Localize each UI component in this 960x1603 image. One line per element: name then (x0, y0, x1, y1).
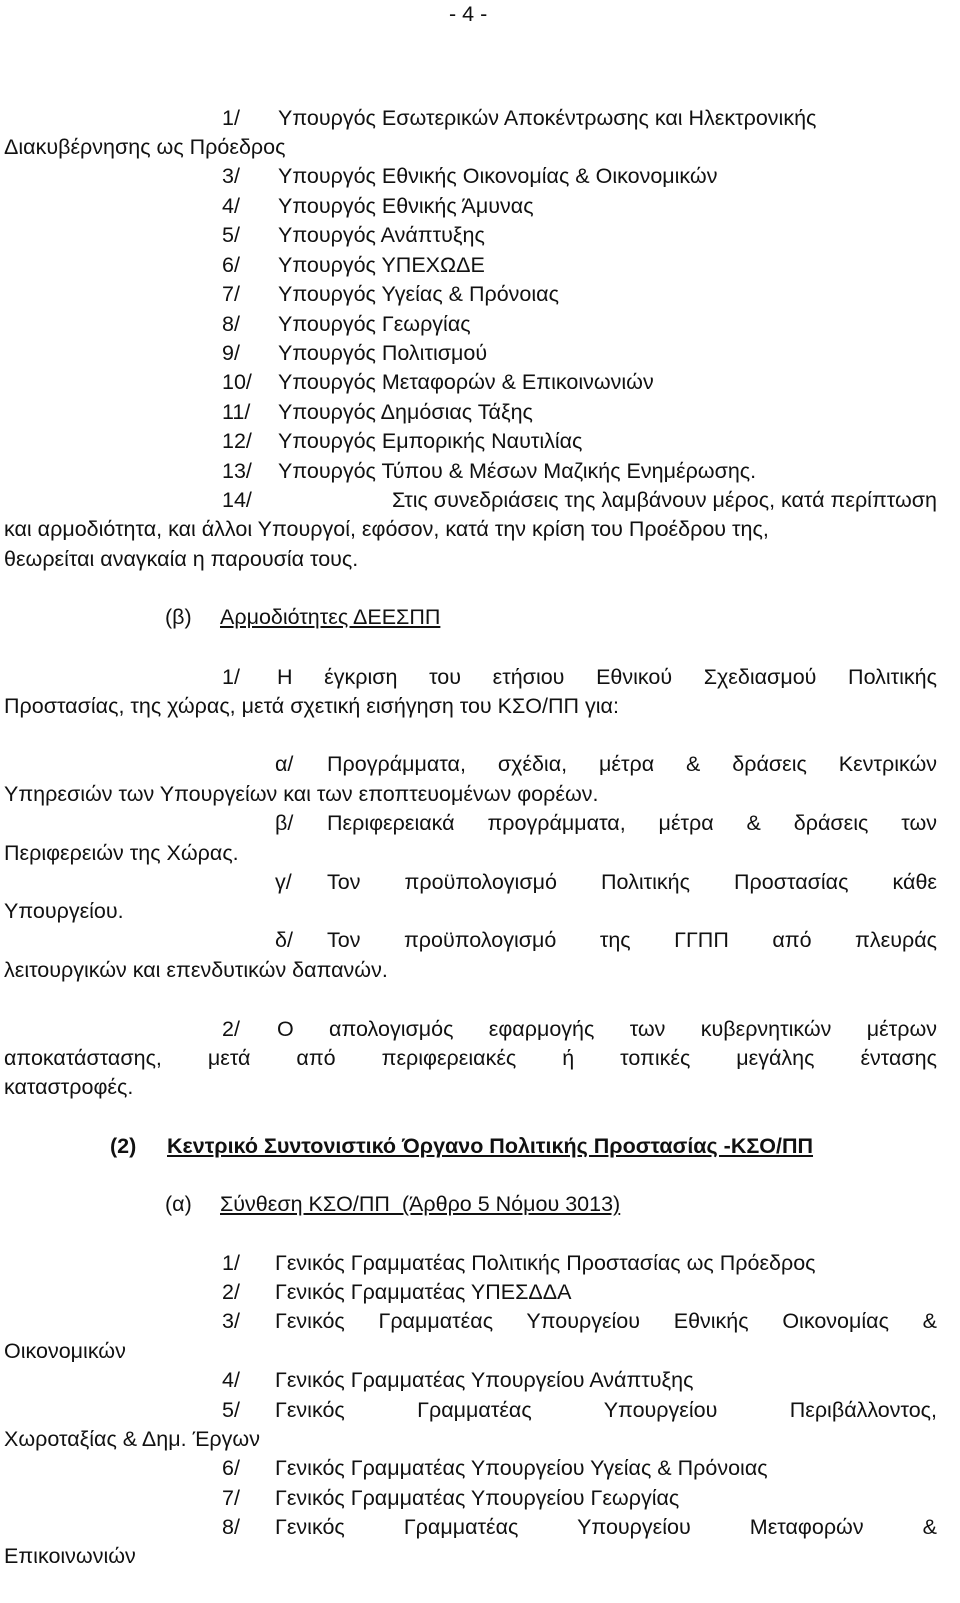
kso-member (222, 1454, 768, 1482)
kso-member (222, 1513, 937, 1541)
kso-member (222, 1366, 693, 1394)
section-a-heading (165, 1190, 620, 1218)
list-number: 9/ (222, 341, 240, 365)
list-number: 8/ (222, 1515, 240, 1539)
list-number: γ/ (275, 870, 292, 894)
list-number: 2/ (222, 1280, 240, 1304)
list-text: Υπουργός Εθνικής Οικονομίας & Οικονομικών (278, 164, 718, 188)
b1-line2: Προστασίας, της χώρας, μετά σχετική εισήγηση του ΚΣΟ/ΠΠ για: (4, 694, 619, 718)
member-line (222, 280, 559, 308)
list-text: Υπουργός Εθνικής Άμυνας (278, 194, 534, 218)
list-number: 4/ (222, 1368, 240, 1392)
kso-member (222, 1278, 571, 1306)
member-line (222, 221, 485, 249)
section-b-heading (165, 603, 440, 631)
list-text: Διακυβέρνησης ως Πρόεδρος (4, 135, 286, 159)
list-number: 3/ (222, 1309, 240, 1333)
list-number: β/ (275, 811, 294, 835)
section-2-heading (110, 1132, 813, 1160)
page-number: - 4 - (449, 2, 488, 26)
list-text: Υπουργός ΥΠΕΧΩΔΕ (278, 253, 485, 277)
member-line (222, 339, 487, 367)
subitem-a-line2: Υπηρεσιών των Υπουργείων και των εποπτευομένων φορέων. (4, 782, 599, 806)
subitem-d-line1 (275, 926, 937, 954)
kso-member-cont: Χωροταξίας & Δημ. Έργων (4, 1427, 260, 1451)
b1-line1 (222, 663, 937, 691)
list-text: Γενικός Γραμματέας Υπουργείου Εθνικής Οικονομίας & (275, 1309, 937, 1333)
list-number: 6/ (222, 253, 240, 277)
member-line (222, 398, 533, 426)
kso-member-cont: Οικονομικών (4, 1339, 126, 1363)
subitem-c-line1 (275, 868, 937, 896)
list-number: 4/ (222, 194, 240, 218)
b2-line3: καταστροφές. (4, 1075, 134, 1099)
list-text: Υπουργός Εσωτερικών Αποκέντρωσης και Ηλεκτρονικής (278, 106, 817, 130)
list-text: Γενικός Γραμματέας Υπουργείου Μεταφορών & (275, 1515, 937, 1539)
list-text: Υπουργός Υγείας & Πρόνοιας (278, 282, 559, 306)
list-number: α/ (275, 752, 294, 776)
section-label: (β) (165, 605, 192, 629)
member-line (222, 427, 582, 455)
subitem-b-line2: Περιφερειών της Χώρας. (4, 841, 239, 865)
subitem-d-line2: λειτουργικών και επενδυτικών δαπανών. (4, 958, 388, 982)
kso-member (222, 1307, 937, 1335)
list-text: Υπουργός Μεταφορών & Επικοινωνιών (278, 370, 654, 394)
list-text: Υπουργός Εμπορικής Ναυτιλίας (278, 429, 583, 453)
list-number: 1/ (222, 1251, 240, 1275)
list-number: 10/ (222, 370, 252, 394)
list-text: Γενικός Γραμματέας Υπουργείου Περιβάλλοντος, (275, 1398, 937, 1422)
list-number: 8/ (222, 312, 240, 336)
list-text: Προγράμματα, σχέδια, μέτρα & δράσεις Κεντρικών (327, 752, 937, 776)
list-text: Ο απολογισμός εφαρμογής των κυβερνητικών μέτρων (277, 1017, 937, 1041)
section-title: Σύνθεση ΚΣΟ/ΠΠ (Άρθρο 5 Νόμου 3013) (220, 1192, 621, 1216)
member-line (222, 162, 717, 190)
list-text: Υπουργός Τύπου & Μέσων Μαζικής Ενημέρωσης. (278, 459, 757, 483)
list-text: Γενικός Γραμματέας Υπουργείου Γεωργίας (275, 1486, 680, 1510)
member-line (222, 104, 816, 132)
list-number: 5/ (222, 1398, 240, 1422)
list-text: Υπουργός Πολιτισμού (278, 341, 488, 365)
kso-member-cont: Επικοινωνιών (4, 1544, 136, 1568)
b2-line1 (222, 1015, 937, 1043)
list-text: Τον προϋπολογισμό της ΓΓΠΠ από πλευράς (327, 928, 937, 952)
list-text: Γενικός Γραμματέας ΥΠΕΣΔΔΑ (275, 1280, 572, 1304)
list-number: δ/ (275, 928, 293, 952)
list-text: Η έγκριση του ετήσιου Εθνικού Σχεδιασμού Πολιτικής (277, 665, 937, 689)
member-line (222, 368, 654, 396)
member-line (222, 251, 485, 279)
list-number: 1/ (222, 665, 240, 689)
list-number: 1/ (222, 106, 240, 130)
item14-line2: και αρμοδιότητα, και άλλοι Υπουργοί, εφόσον, κατά την κρίση του Προέδρου της, (4, 517, 769, 541)
member-line (222, 192, 534, 220)
b2-line2: αποκατάστασης, μετά από περιφερειακές ή τοπικές μεγάλης έντασης (4, 1046, 937, 1070)
list-number: 7/ (222, 1486, 240, 1510)
list-text: Περιφερειακά προγράμματα, μέτρα & δράσεις των (327, 811, 937, 835)
item14-line1 (222, 486, 937, 514)
section-label: (2) (110, 1134, 137, 1158)
subitem-a-line1 (275, 750, 937, 778)
subitem-c-line2: Υπουργείου. (4, 899, 124, 923)
list-text: Γενικός Γραμματέας Υπουργείου Ανάπτυξης (275, 1368, 694, 1392)
list-number: 13/ (222, 459, 252, 483)
section-title: Αρμοδιότητες ΔΕΕΣΠΠ (220, 605, 441, 629)
section-title: Κεντρικό Συντονιστικό Όργανο Πολιτικής Προστασίας -ΚΣΟ/ΠΠ (167, 1134, 814, 1158)
subitem-b-line1 (275, 809, 937, 837)
list-text: Γενικός Γραμματέας Υπουργείου Υγείας & Πρόνοιας (275, 1456, 768, 1480)
list-text: Γενικός Γραμματέας Πολιτικής Προστασίας ως Πρόεδρος (275, 1251, 816, 1275)
kso-member (222, 1249, 816, 1277)
member-line (222, 457, 756, 485)
list-number: 6/ (222, 1456, 240, 1480)
list-text: Υπουργός Δημόσιας Τάξης (278, 400, 533, 424)
list-number: 11/ (222, 400, 251, 424)
member-line (4, 133, 285, 161)
member-line (222, 310, 471, 338)
list-number: 14/ (222, 488, 252, 512)
list-number: 2/ (222, 1017, 240, 1041)
kso-member (222, 1484, 679, 1512)
list-number: 3/ (222, 164, 240, 188)
list-number: 7/ (222, 282, 240, 306)
list-number: 12/ (222, 429, 252, 453)
list-number: 5/ (222, 223, 240, 247)
kso-member (222, 1396, 937, 1424)
list-text: Υπουργός Γεωργίας (278, 312, 471, 336)
list-text: Στις συνεδριάσεις της λαμβάνουν μέρος, κατά περίπτωση (391, 488, 937, 512)
section-label: (α) (165, 1192, 192, 1216)
list-text: Υπουργός Ανάπτυξης (278, 223, 485, 247)
item14-line3: θεωρείται αναγκαία η παρουσία τους. (4, 547, 359, 571)
list-text: Τον προϋπολογισμό Πολιτικής Προστασίας κάθε (327, 870, 937, 894)
